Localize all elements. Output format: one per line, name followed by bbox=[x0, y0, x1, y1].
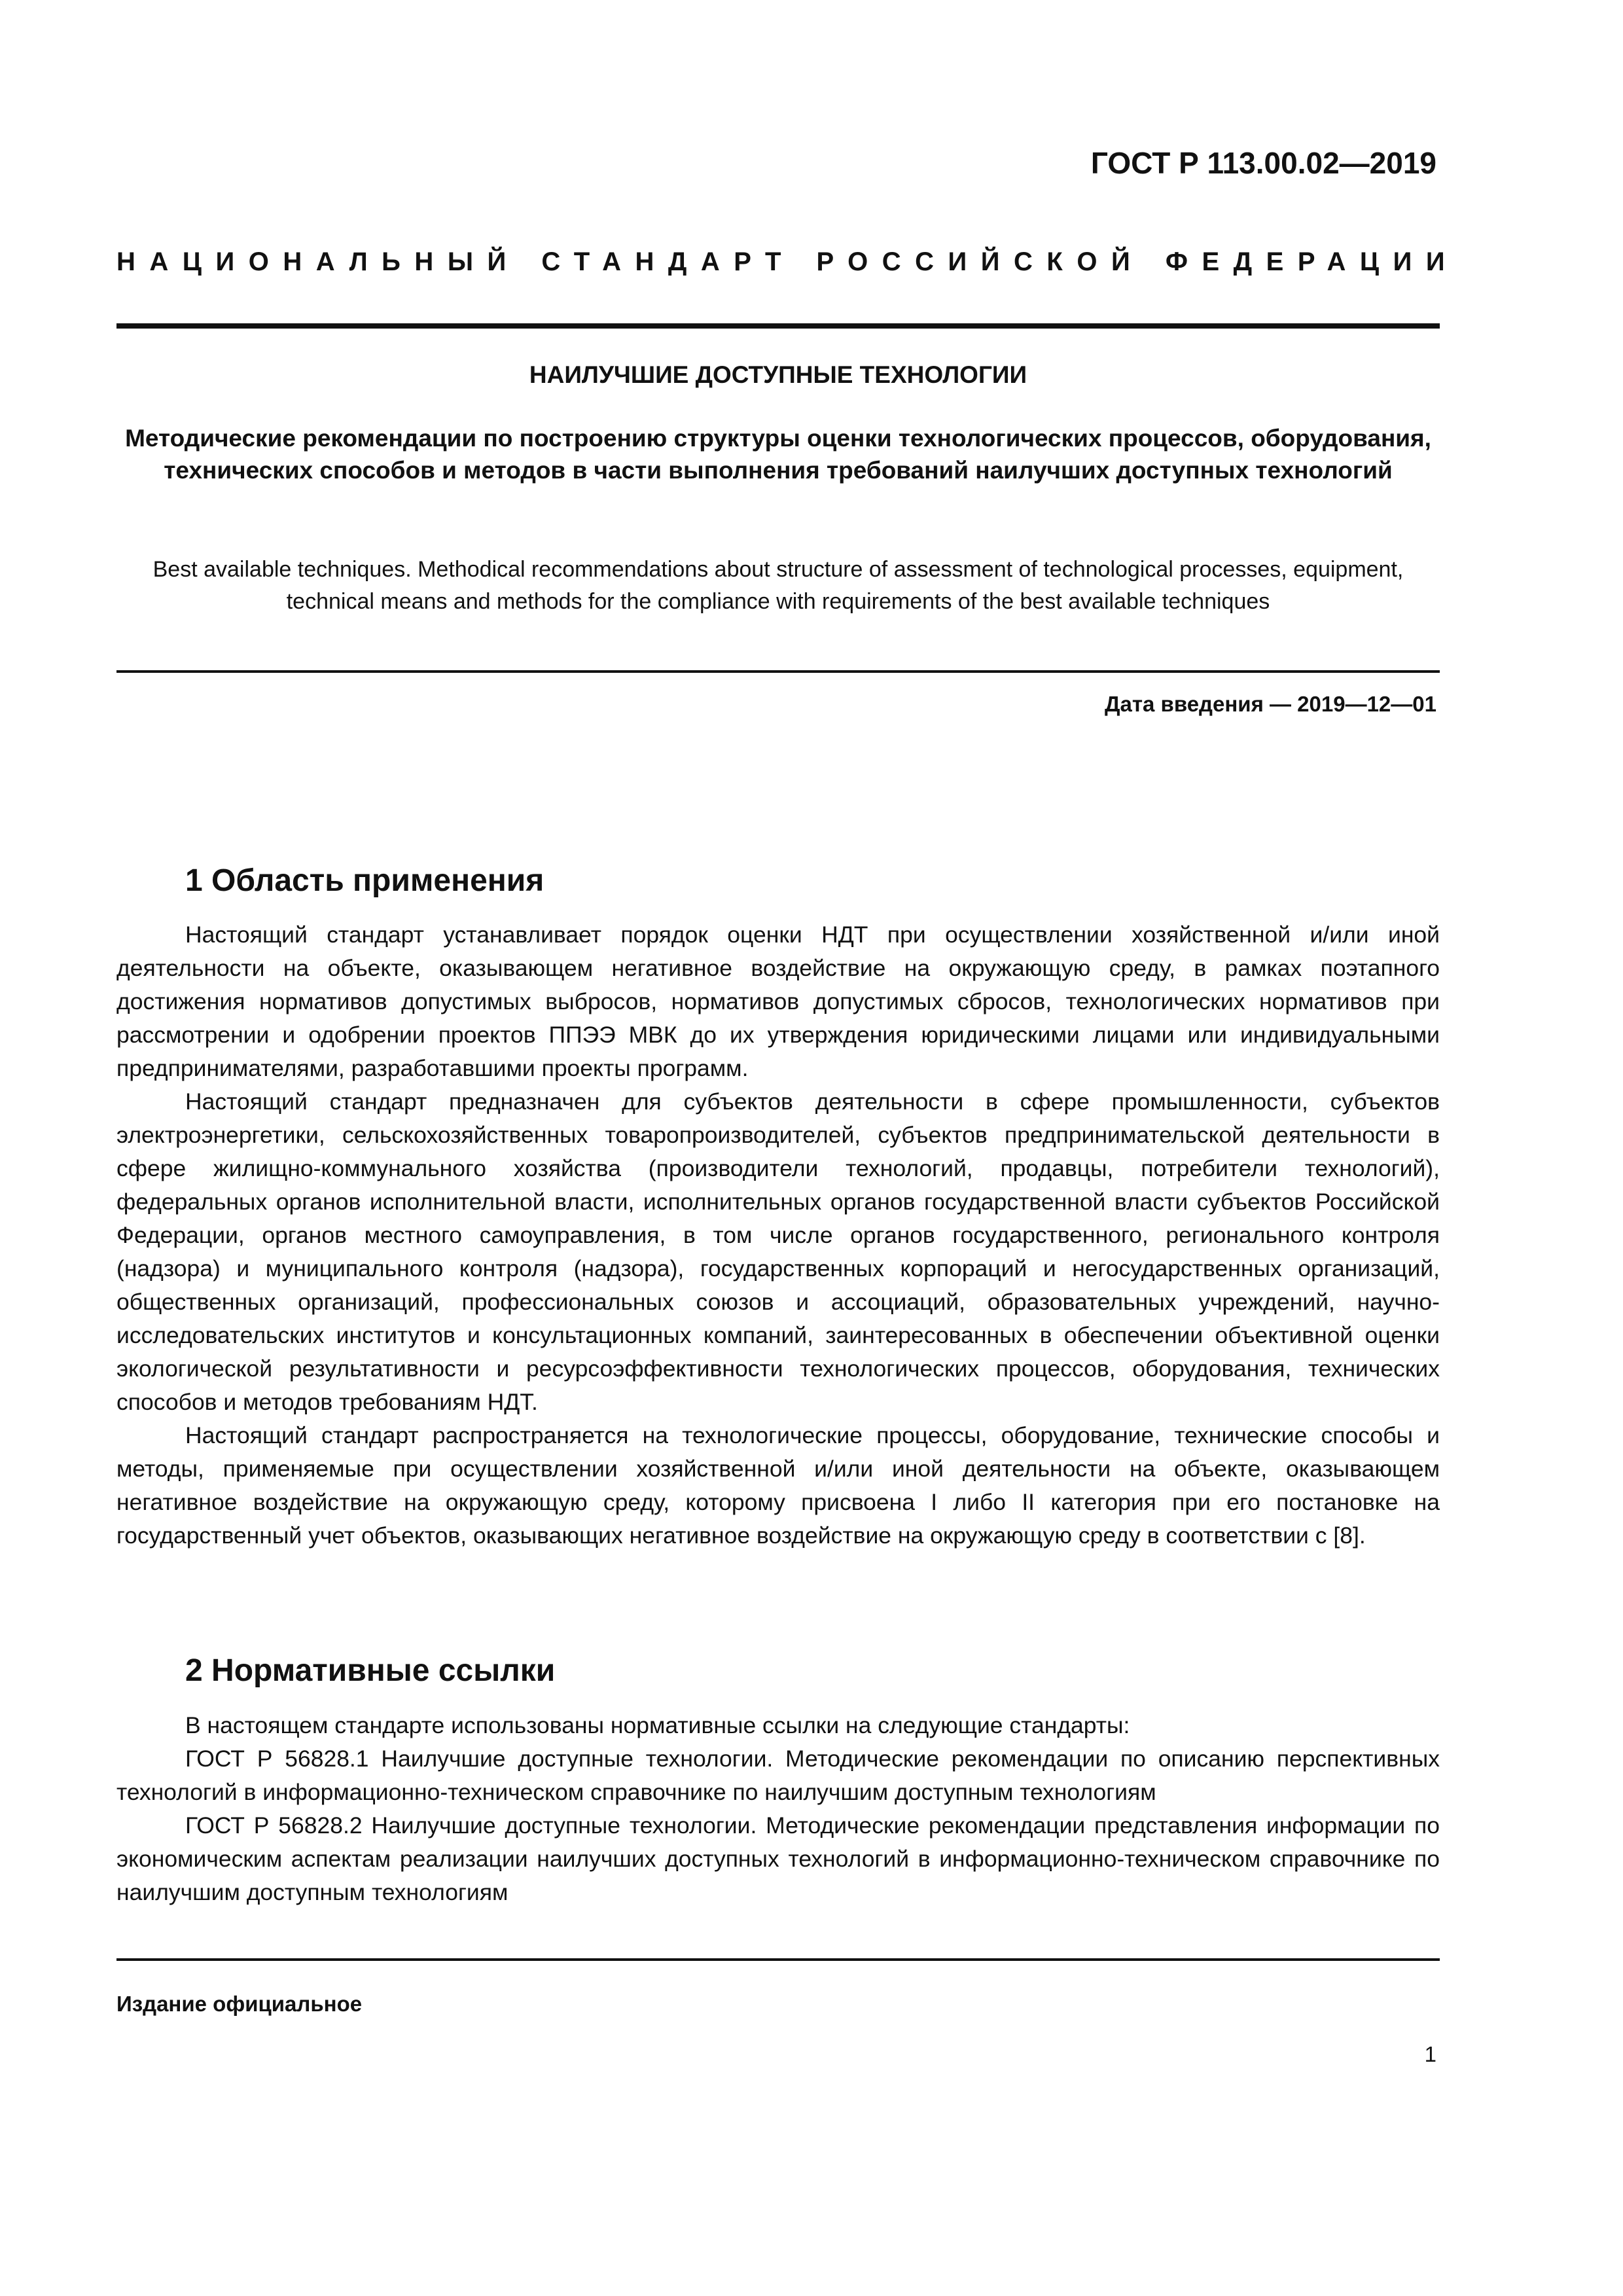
page-number: 1 bbox=[1424, 2042, 1436, 2066]
paragraph: Настоящий стандарт распространяется на технологические процессы, оборудование, технические способы и методы, применяемые при осуществлении хозяйственной и/или иной деятельности на объекте, оказывающем негативное воздействие на окружающую среду, которому присвоена I либо II категория при его постановке на государственный учет объектов, оказывающих негативное воздействие на окружающую среду в соответствии с [8]. bbox=[116, 1422, 1440, 1549]
title-divider bbox=[116, 670, 1440, 673]
footer-divider bbox=[116, 1958, 1440, 1961]
paragraph: ГОСТ Р 56828.1 Наилучшие доступные технологии. Методические рекомендации по описанию перспективных технологий в информационно-техническом справочнике по наилучшим доступным технологиям bbox=[116, 1746, 1440, 1805]
edition-label: Издание официальное bbox=[116, 1992, 363, 2016]
national-standard-banner: НАЦИОНАЛЬНЫЙ СТАНДАРТ РОССИЙСКОЙ ФЕДЕРАЦИИ bbox=[116, 247, 1459, 276]
document-number: ГОСТ Р 113.00.02—2019 bbox=[1090, 146, 1436, 180]
section-body-references bbox=[116, 1709, 1440, 1909]
section-heading-references: 2 Нормативные ссылки bbox=[185, 1653, 556, 1688]
paragraph: Настоящий стандарт предназначен для субъектов деятельности в сфере промышленности, субъектов электроэнергетики, сельскохозяйственных товаропроизводителей, субъектов предпринимательской деятельности в сфере жилищно-коммунального хозяйства (производители технологий, продавцы, потребители технологий), федеральных органов исполнительной власти, исполнительных органов государственной власти субъектов Российской Федерации, органов местного самоуправления, в том числе органов государственного, регионального контроля (надзора) и муниципального контроля (надзора), государственных корпораций и негосударственных организаций, общественных организаций, профессиональных союзов и ассоциаций, образовательных учреждений, научно-исследовательских институтов и консультационных компаний, заинтересованных в обеспечении объективной оценки экологической результативности и ресурсоэффективности технологических процессов, оборудования, технических способов и методов требованиям НДТ. bbox=[116, 1088, 1440, 1415]
introduction-date: Дата введения — 2019—12—01 bbox=[1105, 692, 1436, 716]
section-heading-scope: 1 Область применения bbox=[185, 863, 544, 898]
header-divider bbox=[116, 323, 1440, 329]
document-title: НАИЛУЧШИЕ ДОСТУПНЫЕ ТЕХНОЛОГИИ bbox=[529, 361, 1027, 388]
english-title: Best available techniques. Methodical recommendations about structure of assessment of technological processes, equipment, technical means and methods for the compliance with requirements of the best available techniques bbox=[152, 557, 1404, 614]
paragraph: В настоящем стандарте использованы нормативные ссылки на следующие стандарты: bbox=[185, 1712, 1130, 1738]
paragraph: Настоящий стандарт устанавливает порядок оценки НДТ при осуществлении хозяйственной и/или иной деятельности на объекте, оказывающем негативное воздействие на окружающую среду, в рамках поэтапного достижения нормативов допустимых выбросов, нормативов допустимых сбросов, технологических нормативов при рассмотрении и одобрении проектов ППЭЭ МВК до их утверждения юридическими лицами или индивидуальными предпринимателями, разработавшими проекты программ. bbox=[116, 922, 1440, 1081]
section-body-scope bbox=[116, 918, 1440, 1552]
paragraph: ГОСТ Р 56828.2 Наилучшие доступные технологии. Методические рекомендации представления информации по экономическим аспектам реализации наилучших доступных технологий в информационно-техническом справочнике по наилучшим доступным технологиям bbox=[116, 1812, 1440, 1905]
document-subtitle: Методические рекомендации по построению структуры оценки технологических процессов, оборудования, технических способов и методов в части выполнения требований наилучших доступных технологий bbox=[125, 425, 1431, 484]
